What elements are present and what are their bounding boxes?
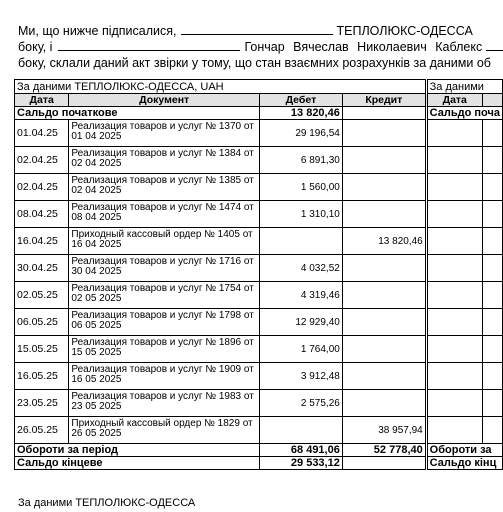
closing-label: Сальдо кінцеве: [15, 457, 260, 470]
closing-debit: 29 533,12: [259, 457, 342, 470]
turnover-row: [15, 444, 503, 457]
right-opening-label: Сальдо поча: [427, 107, 502, 120]
row-document: Реализация товаров и услуг № 1798 от 06 05 2025: [69, 309, 260, 336]
table-row: [15, 228, 503, 255]
table-row: [15, 417, 503, 444]
row-right-doc: [482, 255, 502, 282]
row-credit: [342, 282, 425, 309]
table-row: [15, 120, 503, 147]
table-row: [15, 255, 503, 282]
signature-blank-3: [486, 39, 503, 51]
row-debit: [259, 228, 342, 255]
row-right-doc: [482, 336, 502, 363]
turnover-debit: 68 491,06: [259, 444, 342, 457]
row-credit: [342, 363, 425, 390]
row-right-doc: [482, 390, 502, 417]
intro-company-name: ТЕПЛОЛЮКС-ОДЕССА: [336, 24, 473, 38]
table-row: [15, 390, 503, 417]
table-row: [15, 282, 503, 309]
row-right-date: [427, 336, 482, 363]
row-date: 23.05.25: [15, 390, 69, 417]
row-right-date: [427, 120, 482, 147]
row-credit: [342, 336, 425, 363]
row-document: Реализация товаров и услуг № 1370 от 01 04 2025: [69, 120, 260, 147]
row-document: Реализация товаров и услуг № 1909 от 16 05 2025: [69, 363, 260, 390]
right-closing-label: Сальдо кінц: [427, 457, 502, 470]
row-document: Реализация товаров и услуг № 1385 от 02 04 2025: [69, 174, 260, 201]
intro-person-name: Гончар Вячеслав Николаевич Каблекс: [244, 40, 483, 54]
row-credit: [342, 390, 425, 417]
row-debit: 12 929,40: [259, 309, 342, 336]
row-document: Реализация товаров и услуг № 1474 от 08 04 2025: [69, 201, 260, 228]
row-date: 16.04.25: [15, 228, 69, 255]
row-right-date: [427, 282, 482, 309]
row-date: 30.04.25: [15, 255, 69, 282]
left-caption: За даними ТЕПЛОЛЮКС-ОДЕССА, UAH: [15, 80, 426, 94]
reconciliation-table: [14, 79, 503, 470]
header-debit: Дебет: [259, 94, 342, 107]
row-right-date: [427, 363, 482, 390]
row-document: Реализация товаров и услуг № 1384 от 02 04 2025: [69, 147, 260, 174]
turnover-credit: 52 778,40: [342, 444, 425, 457]
row-document: Приходный кассовый ордер № 1829 от 26 05 2025: [69, 417, 260, 444]
intro-line-2-prefix: боку, і: [18, 40, 53, 54]
row-document: Реализация товаров и услуг № 1983 от 23 05 2025: [69, 390, 260, 417]
table-header-row: [15, 94, 503, 107]
row-document: Реализация товаров и услуг № 1896 от 15 05 2025: [69, 336, 260, 363]
right-caption: За даними: [427, 80, 502, 94]
row-right-date: [427, 390, 482, 417]
row-credit: 13 820,46: [342, 228, 425, 255]
footer-caption: За даними ТЕПЛОЛЮКС-ОДЕССА: [18, 497, 196, 509]
row-debit: 3 912,48: [259, 363, 342, 390]
signature-blank-2: [58, 39, 240, 51]
row-right-doc: [482, 363, 502, 390]
row-right-date: [427, 174, 482, 201]
row-debit: 4 032,52: [259, 255, 342, 282]
table-row: [15, 201, 503, 228]
intro-text: [18, 23, 503, 71]
turnover-label: Обороти за період: [15, 444, 260, 457]
row-date: 02.05.25: [15, 282, 69, 309]
table-row: [15, 336, 503, 363]
row-debit: 1 310,10: [259, 201, 342, 228]
row-right-doc: [482, 309, 502, 336]
intro-line-1: [18, 23, 503, 39]
opening-balance-row: [15, 107, 503, 120]
row-right-doc: [482, 228, 502, 255]
row-date: 02.04.25: [15, 147, 69, 174]
row-credit: [342, 174, 425, 201]
opening-label: Сальдо початкове: [15, 107, 260, 120]
table-row: [15, 174, 503, 201]
opening-debit: 13 820,46: [259, 107, 342, 120]
row-date: 01.04.25: [15, 120, 69, 147]
signature-blank-1: [181, 23, 333, 35]
row-right-doc: [482, 201, 502, 228]
table-row: [15, 147, 503, 174]
row-right-doc: [482, 120, 502, 147]
row-right-doc: [482, 282, 502, 309]
row-right-date: [427, 417, 482, 444]
row-credit: [342, 309, 425, 336]
table-row: [15, 363, 503, 390]
row-right-date: [427, 228, 482, 255]
row-debit: [259, 417, 342, 444]
intro-line-1-prefix: Ми, що нижче підписалися,: [18, 24, 177, 38]
row-right-date: [427, 309, 482, 336]
row-debit: 4 319,46: [259, 282, 342, 309]
intro-line-3: боку, склали даний акт звірки у тому, що стан взаємних розрахунків за даними об: [18, 56, 491, 70]
row-date: 15.05.25: [15, 336, 69, 363]
row-right-doc: [482, 417, 502, 444]
row-date: 16.05.25: [15, 363, 69, 390]
row-right-date: [427, 147, 482, 174]
header-credit: Кредит: [342, 94, 425, 107]
closing-balance-row: [15, 457, 503, 470]
row-right-date: [427, 201, 482, 228]
row-right-doc: [482, 147, 502, 174]
row-debit: 29 196,54: [259, 120, 342, 147]
row-right-doc: [482, 174, 502, 201]
row-debit: 2 575,26: [259, 390, 342, 417]
right-turnover-label: Обороти за: [427, 444, 502, 457]
row-credit: [342, 201, 425, 228]
row-date: 26.05.25: [15, 417, 69, 444]
header-right-date: Дата: [427, 94, 482, 107]
table-row: [15, 309, 503, 336]
row-right-date: [427, 255, 482, 282]
table-caption-row: [15, 80, 503, 94]
row-debit: 1 560,00: [259, 174, 342, 201]
row-debit: 1 764,00: [259, 336, 342, 363]
header-date: Дата: [15, 94, 69, 107]
row-document: Приходный кассовый ордер № 1405 от 16 04 2025: [69, 228, 260, 255]
row-credit: [342, 120, 425, 147]
row-document: Реализация товаров и услуг № 1754 от 02 05 2025: [69, 282, 260, 309]
row-document: Реализация товаров и услуг № 1716 от 30 04 2025: [69, 255, 260, 282]
row-credit: 38 957,94: [342, 417, 425, 444]
header-document: Документ: [69, 94, 260, 107]
row-credit: [342, 255, 425, 282]
row-date: 08.04.25: [15, 201, 69, 228]
row-debit: 6 891,30: [259, 147, 342, 174]
row-date: 02.04.25: [15, 174, 69, 201]
row-credit: [342, 147, 425, 174]
row-date: 06.05.25: [15, 309, 69, 336]
intro-line-2: [18, 39, 503, 55]
